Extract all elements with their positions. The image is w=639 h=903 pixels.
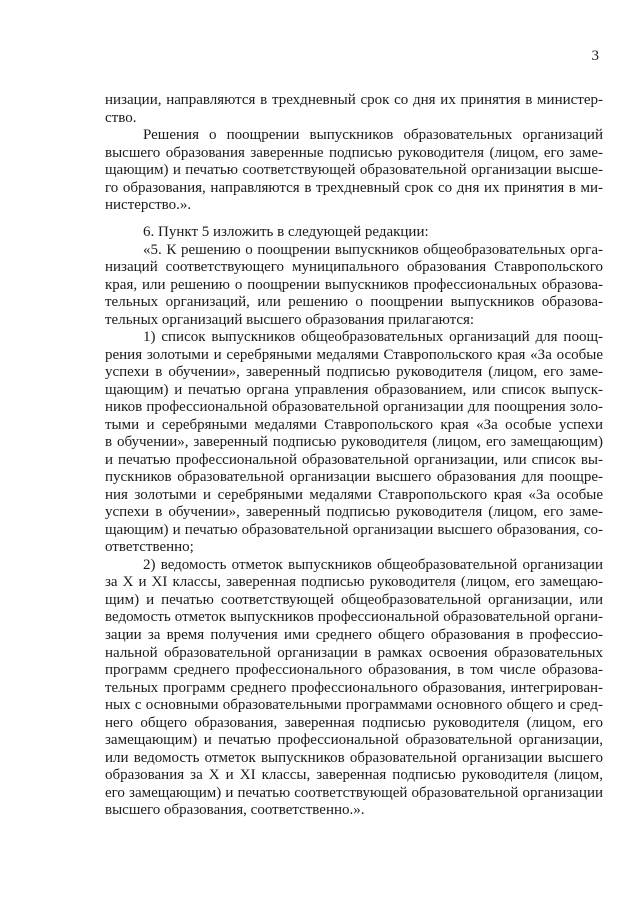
text-line: щающим) и печатью органа управления образованием, или список выпуск- — [105, 382, 603, 398]
text-line: щим) и печатью соответствующей общеобразовательной организации, или — [105, 592, 603, 608]
text-line: тельных организаций, или решению о поощрении выпускников образова- — [105, 294, 603, 310]
text-line: нальной образовательной организации в рамках освоения образовательных — [105, 645, 603, 661]
text-line: ных с основными образовательными программами основного общего и сред- — [105, 697, 603, 713]
text-line: края, или решению о поощрении выпускников профессиональных образова- — [105, 277, 603, 293]
text-line: зации за время получения ими среднего общего образования в профессио- — [105, 627, 603, 643]
text-line: высшего образования, соответственно.». — [105, 802, 365, 818]
text-line: ответственно; — [105, 539, 194, 555]
page-number: 3 — [591, 48, 599, 64]
text-line: успехи в обучении», заверенный подписью руководителя (лицом, его заме- — [105, 504, 603, 520]
text-line: нистерство.». — [105, 197, 192, 213]
text-line: рения золотыми и серебряными медалями Ставропольского края «За особые — [105, 347, 603, 363]
text-line: щающим) и печатью соответствующей образовательной организации высше- — [105, 162, 603, 178]
text-line: «5. К решению о поощрении выпускников общеобразовательных орга- — [143, 242, 603, 258]
text-line: образования за X и XI классы, заверенная подписью руководителя (лицом, — [105, 767, 603, 783]
text-line: за X и XI классы, заверенная подписью руководителя (лицом, его замещаю- — [105, 574, 603, 590]
text-line: щающим) и печатью образовательной организации высшего образования, со- — [105, 522, 603, 538]
text-line: его замещающим) и печатью соответствующей образовательной организации — [105, 785, 603, 801]
text-line: 1) список выпускников общеобразовательных организаций для поощ- — [143, 329, 603, 345]
text-line: 2) ведомость отметок выпускников общеобразовательной организации — [143, 557, 603, 573]
text-line: низации, направляются в трехдневный срок со дня их принятия в министер- — [105, 92, 603, 108]
text-line: пускников образовательной организации высшего образования для поощре- — [105, 469, 603, 485]
text-line: него общего образования, заверенная подписью руководителя (лицом, его — [105, 715, 603, 731]
text-line: или ведомость отметок выпускников образовательной организации высшего — [105, 750, 603, 766]
text-line: Решения о поощрении выпускников образовательных организаций — [143, 127, 603, 143]
text-line: и печатью профессиональной образовательной организации, или список вы- — [105, 452, 603, 468]
text-line: тыми и серебряными медалями Ставропольского края «За особые успехи — [105, 417, 603, 433]
text-line: тельных программ среднего профессионального образования, интегрирован- — [105, 680, 603, 696]
text-line: го образования, направляются в трехдневный срок со дня их принятия в ми- — [105, 180, 603, 196]
text-line: замещающим) и печатью профессиональной образовательной организации, — [105, 732, 603, 748]
text-line: ство. — [105, 110, 137, 126]
text-line: в обучении», заверенный подписью руководителя (лицом, его замещающим) — [105, 434, 603, 450]
text-line: ников профессиональной образовательной организации для поощрения золо- — [105, 399, 603, 415]
text-line: высшего образования заверенные подписью руководителя (лицом, его заме- — [105, 145, 603, 161]
text-line: успехи в обучении», заверенный подписью руководителя (лицом, его заме- — [105, 364, 603, 380]
text-line: ведомость отметок выпускников профессиональной образовательной органи- — [105, 609, 603, 625]
text-line: низаций соответствующего муниципального образования Ставропольского — [105, 259, 603, 275]
text-line: ния золотыми и серебряными медалями Ставропольского края «За особые — [105, 487, 603, 503]
text-line: программ среднего профессионального образования, в том числе образова- — [105, 662, 603, 678]
text-line: 6. Пункт 5 изложить в следующей редакции: — [143, 224, 429, 240]
text-line: тельных организаций высшего образования прилагаются: — [105, 312, 475, 328]
